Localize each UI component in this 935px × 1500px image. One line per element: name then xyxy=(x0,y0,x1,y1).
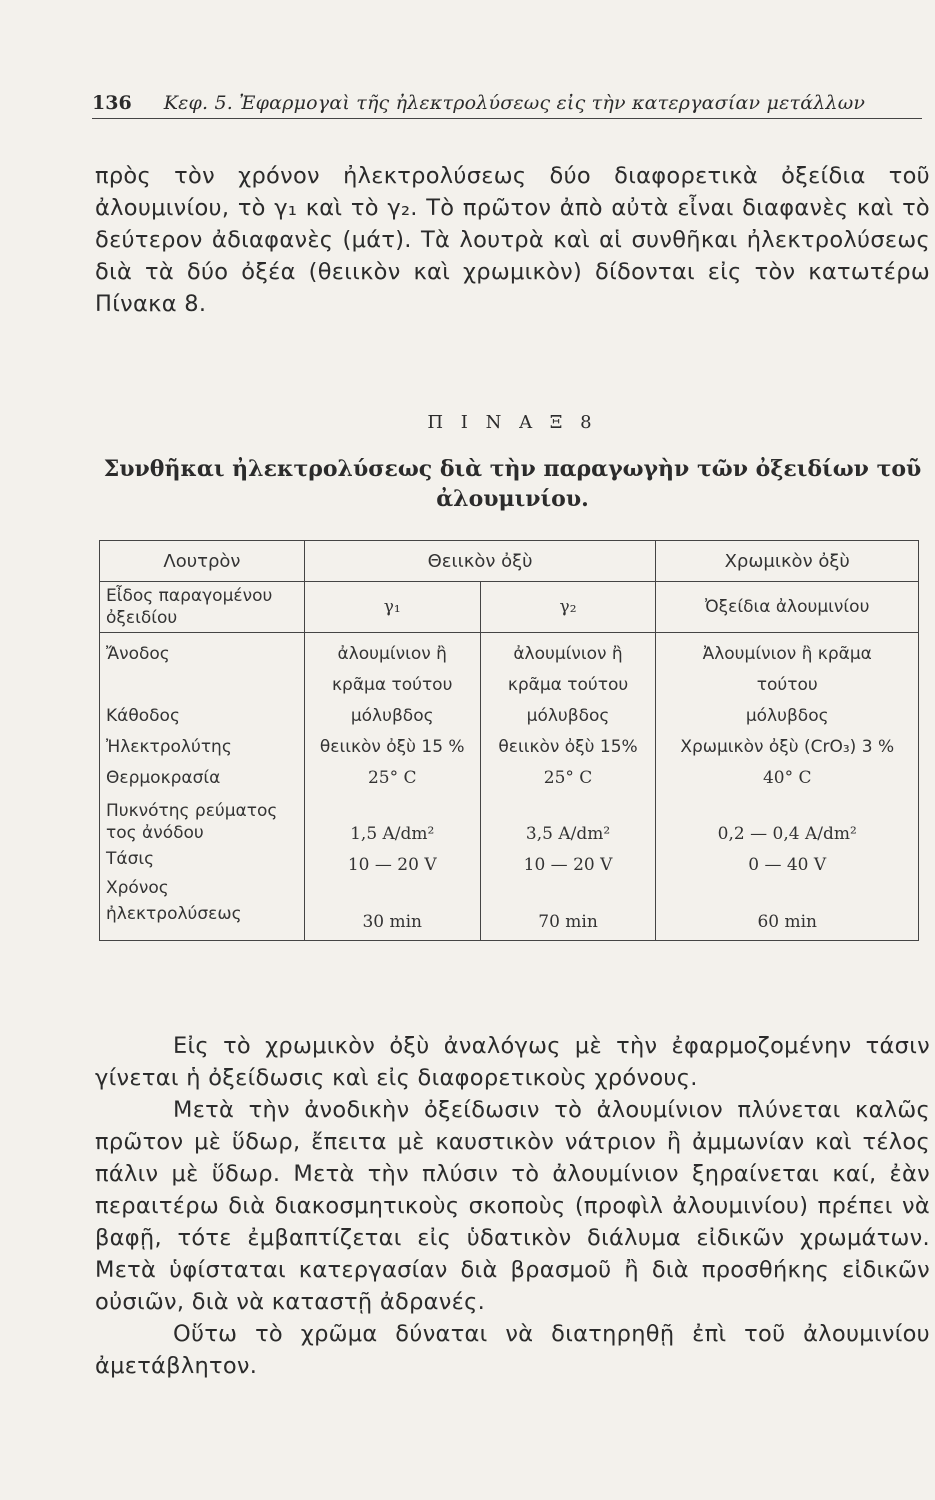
g2-cathode: μόλυβδος xyxy=(526,706,610,726)
g1-cathode: μόλυβδος xyxy=(350,706,434,726)
chromic-voltage: 0 — 40 V xyxy=(748,855,827,875)
g2-time: 70 min xyxy=(538,912,598,932)
chromic-temperature: 40° C xyxy=(762,768,812,788)
header-bath: Λουτρὸν xyxy=(100,541,305,582)
g2-anode-2: κρᾶμα τούτου xyxy=(507,675,629,695)
g1-density: 1,5 A/dm² xyxy=(350,824,435,844)
column-chromic xyxy=(656,633,919,941)
running-header xyxy=(92,92,922,119)
subheader-g1: γ₁ xyxy=(304,582,480,633)
subheader-chromic: Ὀξείδια ἀλουμινίου xyxy=(656,582,919,633)
label-density-2: τος ἀνόδου xyxy=(106,823,204,843)
label-electrolyte: Ἠλεκτρολύτης xyxy=(106,737,232,757)
paragraph-3: Οὕτω τὸ χρῶμα δύναται νὰ διατηρηθῇ ἐπὶ τοῦ ἀλουμινίου ἀμετάβλητον. xyxy=(95,1321,930,1379)
subheader-g2: γ₂ xyxy=(480,582,656,633)
g1-time: 30 min xyxy=(362,912,422,932)
g2-anode-1: ἀλουμίνιον ἢ xyxy=(513,644,623,664)
column-g1 xyxy=(304,633,480,941)
subheader-label: Εἶδος παραγομένου ὀξειδίου xyxy=(100,582,305,633)
g1-temperature: 25° C xyxy=(367,768,417,788)
chromic-density: 0,2 — 0,4 A/dm² xyxy=(717,824,857,844)
table-subheader-row xyxy=(100,582,919,633)
chromic-time: 60 min xyxy=(757,912,817,932)
label-density-1: Πυκνότης ρεύματος xyxy=(106,801,278,821)
paragraph-2: Μετὰ τὴν ἀνοδικὴν ὀξείδωσιν τὸ ἀλουμίνιον πλύνεται καλῶς πρῶτον μὲ ὕδωρ, ἔπειτα μὲ καυστικὸν νάτριον ἢ ἀμμωνίαν καὶ τέλος πάλιν μὲ ὕδωρ. Μετὰ τὴν πλύσιν τὸ ἀλουμίνιον ξηραίνεται καί, ἐὰν περαιτέρω διὰ διακοσμητικοὺς σκοποὺς (προφὶλ ἀλουμινίου) πρέπει νὰ βαφῇ, τότε ἐμβαπτίζεται εἰς ὑδατικὸν διάλυμα εἰδικῶν χρωμάτων. Μετὰ ὑφίσταται κατεργασίαν διὰ βρασμοῦ ἢ διὰ προσθήκης εἰδικῶν οὐσιῶν, διὰ νὰ καταστῇ ἀδρανές. xyxy=(95,1097,930,1315)
paragraph-1: Εἰς τὸ χρωμικὸν ὀξὺ ἀναλόγως μὲ τὴν ἐφαρμοζομένην τάσιν γίνεται ἡ ὀξείδωσις καὶ εἰς διαφορετικοὺς χρόνους. xyxy=(95,1033,930,1091)
label-cathode: Κάθοδος xyxy=(106,706,180,726)
header-sulfuric: Θειικὸν ὀξὺ xyxy=(304,541,656,582)
page-number: 136 xyxy=(92,92,132,114)
header-chromic: Χρωμικὸν ὀξὺ xyxy=(656,541,919,582)
label-time-1: Χρόνος xyxy=(106,878,169,898)
chapter-title: Κεφ. 5. Ἐφαρμογαὶ τῆς ἠλεκτρολύσεως εἰς τὴν κατεργασίαν μετάλλων xyxy=(163,92,866,114)
g2-density: 3,5 A/dm² xyxy=(525,824,611,844)
chromic-cathode: μόλυβδος xyxy=(745,706,829,726)
label-voltage: Τάσις xyxy=(106,849,155,869)
table-header-row xyxy=(100,541,919,582)
g2-voltage: 10 — 20 V xyxy=(523,855,613,875)
chromic-anode-1: Ἀλουμίνιον ἢ κρᾶμα xyxy=(702,644,872,664)
g1-electrolyte: θειικὸν ὀξὺ 15 % xyxy=(319,737,465,757)
table-caption: Συνθῆκαι ἠλεκτρολύσεως διὰ τὴν παραγωγὴν τῶν ὀξειδίων τοῦ ἀλουμινίου. xyxy=(103,456,922,512)
label-anode: Ἄνοδος xyxy=(106,644,170,664)
g1-anode-2: κρᾶμα τούτου xyxy=(332,675,453,695)
table-body-row xyxy=(100,633,919,941)
chromic-anode-2: τούτου xyxy=(756,675,818,695)
label-time-2: ἠλεκτρολύσεως xyxy=(106,904,242,924)
intro-paragraph: πρὸς τὸν χρόνον ἠλεκτρολύσεως δύο διαφορετικὰ ὀξείδια τοῦ ἀλουμινίου, τὸ γ₁ καὶ τὸ γ₂. Τὸ πρῶτον ἀπὸ αὐτὰ εἶναι διαφανὲς καὶ τὸ δεύτερον ἀδιαφανὲς (μάτ). Τὰ λουτρὰ καὶ αἱ συνθῆκαι ἠλεκτρολύσεως διὰ τὰ δύο ὀξέα (θειικὸν καὶ χρωμικὸν) δίδονται εἰς τὸν κατωτέρω Πίνακα 8. xyxy=(95,163,930,317)
electrolysis-table xyxy=(99,540,919,941)
table-label: Π Ι Ν Α Ξ 8 xyxy=(427,412,598,433)
column-g2 xyxy=(480,633,656,941)
body-text xyxy=(95,1030,930,1382)
g1-voltage: 10 — 20 V xyxy=(347,855,437,875)
chromic-electrolyte: Χρωμικὸν ὀξὺ (CrO₃) 3 % xyxy=(680,737,895,757)
g2-temperature: 25° C xyxy=(543,768,593,788)
row-labels-cell xyxy=(100,633,305,941)
g2-electrolyte: θειικὸν ὀξὺ 15% xyxy=(498,737,638,757)
label-temperature: Θερμοκρασία xyxy=(106,768,221,788)
g1-anode-1: ἀλουμίνιον ἢ xyxy=(337,644,447,664)
